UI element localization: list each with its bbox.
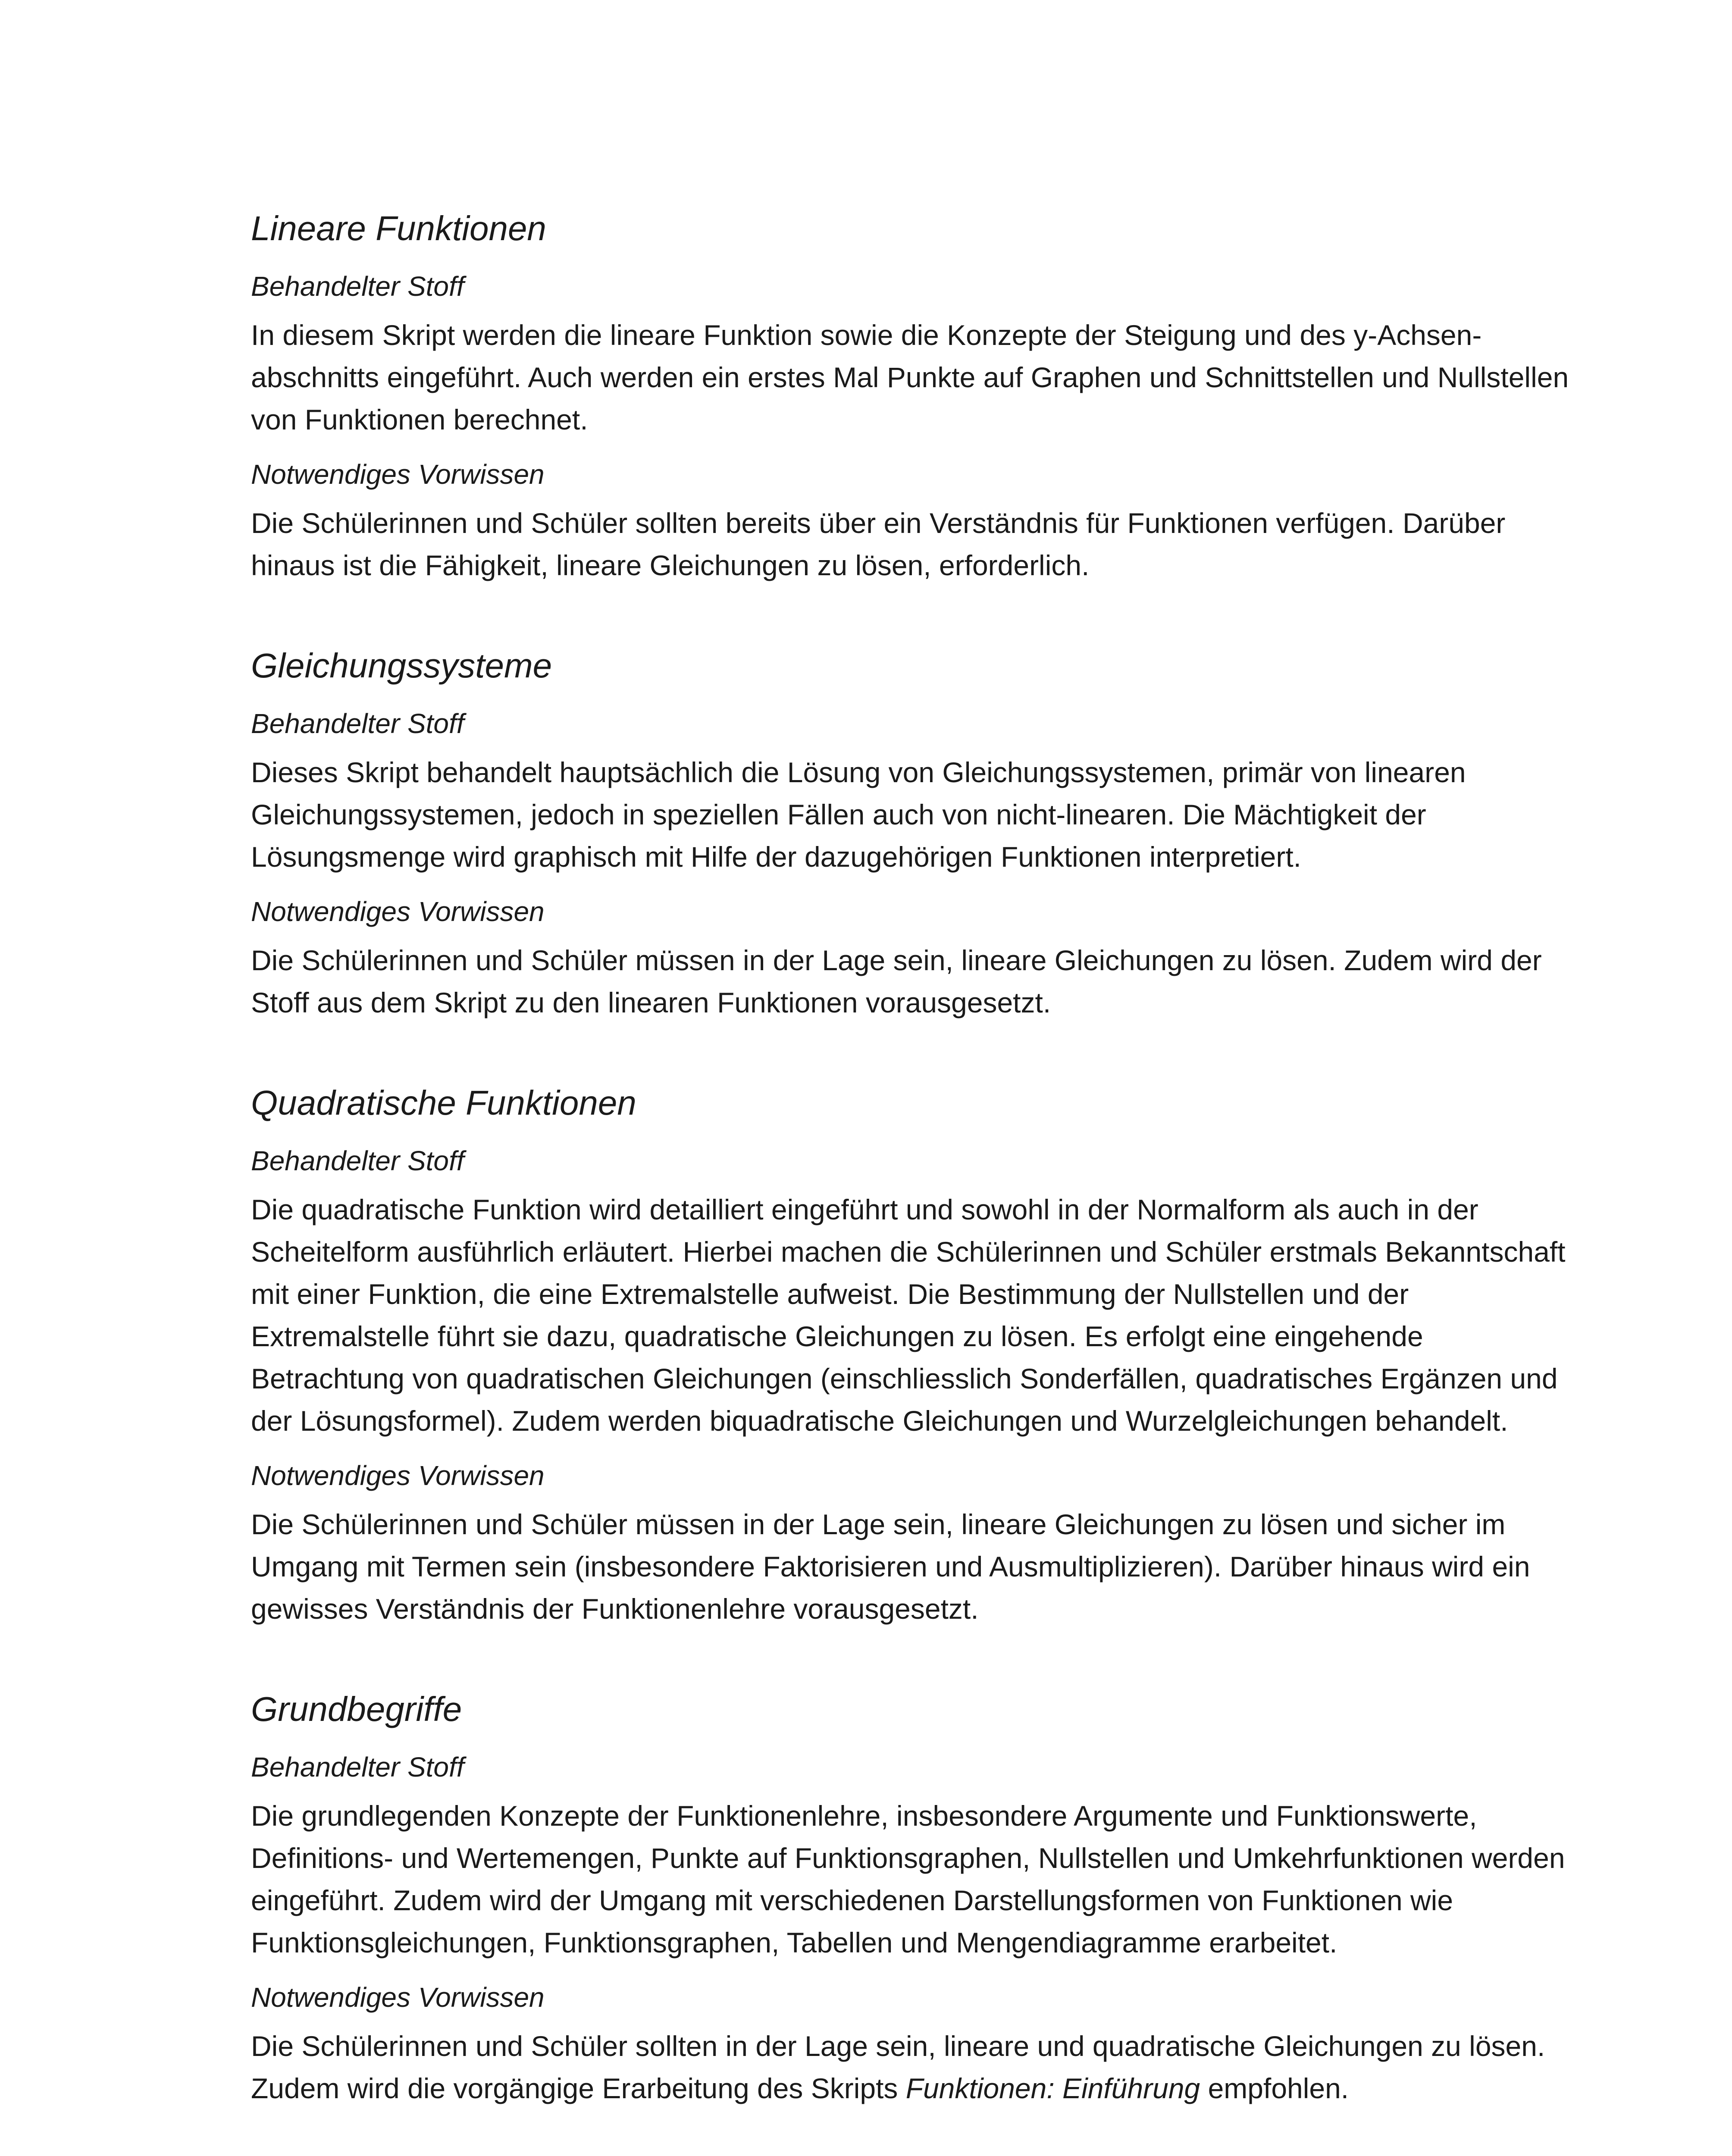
section-grundbegriffe bbox=[251, 1683, 1583, 2109]
notwendiges-vorwissen-text: Die Schülerinnen und Schüler müssen in der Lage sein, lineare Gleichungen zu lösen und sicher im Umgang mit Termen sein (insbesondere Faktorisieren und Ausmultiplizieren). Darüber hinaus wird ein gewisses Verständnis der Funktionenlehre vorausgesetzt. bbox=[251, 1508, 1530, 1625]
notwendiges-vorwissen-heading: Notwendiges Vorwissen bbox=[251, 1982, 545, 2013]
notwendiges-vorwissen-heading: Notwendiges Vorwissen bbox=[251, 896, 545, 927]
script-title-reference: Funktionen: Einführung bbox=[905, 2072, 1200, 2104]
section-quadratische-funktionen bbox=[251, 1077, 1583, 1630]
notwendiges-vorwissen-heading: Notwendiges Vorwissen bbox=[251, 1460, 545, 1491]
behandelter-stoff-heading: Behandelter Stoff bbox=[251, 1145, 464, 1176]
section-title: Quadratische Funktionen bbox=[251, 1084, 636, 1122]
behandelter-stoff-heading: Behandelter Stoff bbox=[251, 1752, 464, 1783]
behandelter-stoff-heading: Behandelter Stoff bbox=[251, 271, 464, 302]
notwendiges-vorwissen-heading: Notwendiges Vorwissen bbox=[251, 459, 545, 490]
vorwissen-text-part: Die Schülerinnen und Schüler sollten in der Lage sein, lineare und quadratische Gleichungen zu lösen. Zudem wird die vorgängige Erarbeitung des Skripts bbox=[251, 2030, 1545, 2104]
section-title: Lineare Funktionen bbox=[251, 209, 546, 248]
vorwissen-text-part: empfohlen. bbox=[1200, 2072, 1349, 2104]
section-title: Grundbegriffe bbox=[251, 1690, 462, 1728]
section-lineare-funktionen bbox=[251, 203, 1583, 586]
notwendiges-vorwissen-text: Die Schülerinnen und Schüler sollten bereits über ein Verständnis für Funktionen verfügen. Darüber hinaus ist die Fähigkeit, lineare Gleichungen zu lösen, erforderlich. bbox=[251, 507, 1506, 581]
behandelter-stoff-heading: Behandelter Stoff bbox=[251, 708, 464, 739]
notwendiges-vorwissen-text bbox=[251, 2025, 1583, 2109]
behandelter-stoff-text: Dieses Skript behandelt hauptsächlich die Lösung von Gleichungssystemen, primär von linearen Gleichungssystemen, jedoch in speziellen Fällen auch von nicht-linearen. Die Mächtigkeit der Lösungsmenge wird graphisch mit Hilfe der dazugehörigen Funktionen interpretiert. bbox=[251, 756, 1466, 873]
behandelter-stoff-text: Die grundlegenden Konzepte der Funktionenlehre, insbesondere Argumente und Funktionswerte, Definitions- und Wertemengen, Punkte auf Funktionsgraphen, Nullstellen und Umkehrfunktionen werden eingeführt. Zudem wird der Umgang mit verschiedenen Darstellungsformen von Funktionen wie Funktionsgleichungen, Funktionsgraphen, Tabellen und Mengendiagramme erarbeitet. bbox=[251, 1800, 1565, 1959]
notwendiges-vorwissen-text: Die Schülerinnen und Schüler müssen in der Lage sein, lineare Gleichungen zu lösen. Zudem wird der Stoff aus dem Skript zu den linearen Funktionen vorausgesetzt. bbox=[251, 944, 1542, 1018]
section-title: Gleichungssysteme bbox=[251, 646, 552, 685]
behandelter-stoff-text: In diesem Skript werden die lineare Funktion sowie die Konzepte der Steigung und des y-Achsen-abschnitts eingeführt. Auch werden ein erstes Mal Punkte auf Graphen und Schnittstellen und Nullstellen von Funktionen berechnet. bbox=[251, 319, 1569, 436]
page-content bbox=[251, 203, 1583, 2156]
section-gleichungssysteme bbox=[251, 640, 1583, 1024]
behandelter-stoff-text: Die quadratische Funktion wird detailliert eingeführt und sowohl in der Normalform als auch in der Scheitelform ausführlich erläutert. Hierbei machen die Schülerinnen und Schüler erstmals Bekanntschaft mit einer Funktion, die eine Extremalstelle aufweist. Die Bestimmung der Nullstellen und der Extremalstelle führt sie dazu, quadratische Gleichungen zu lösen. Es erfolgt eine eingehende Betrachtung von quadratischen Gleichungen (einschliesslich Sonderfällen, quadratisches Ergänzen und der Lösungsformel). Zudem werden biquadratische Gleichungen und Wurzelgleichungen behandelt. bbox=[251, 1194, 1566, 1437]
